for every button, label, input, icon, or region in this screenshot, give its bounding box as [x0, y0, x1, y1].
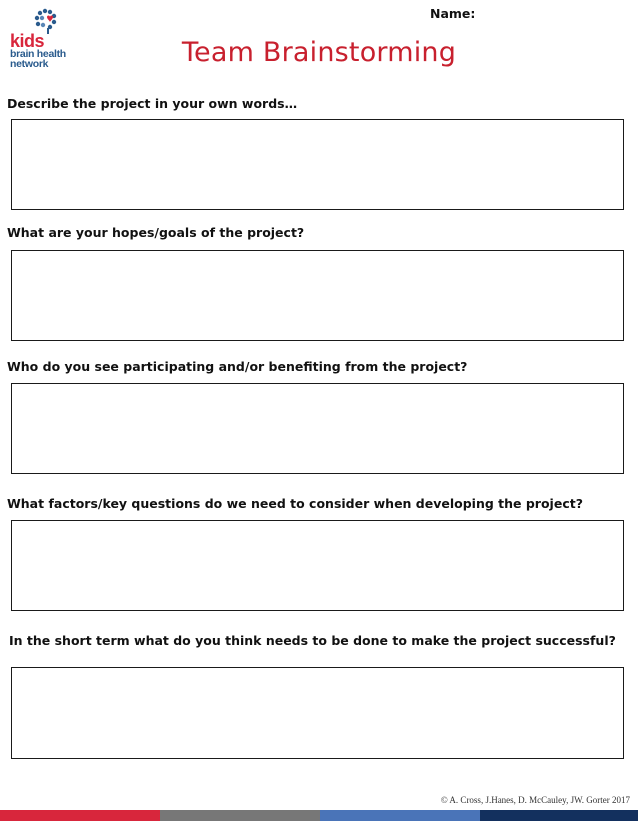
footer-bar-segment-gray	[160, 810, 320, 821]
logo-line-network: network	[10, 58, 49, 70]
question-short-term: In the short term what do you think needs to be done to make the project successful?	[9, 633, 616, 648]
footer-bar-segment-blue	[320, 810, 480, 821]
answer-box-participants[interactable]	[11, 383, 624, 474]
question-key-factors: What factors/key questions do we need to consider when developing the project?	[7, 496, 583, 511]
question-participants: Who do you see participating and/or benefiting from the project?	[7, 359, 468, 374]
page-title: Team Brainstorming	[181, 37, 457, 68]
logo-line-brain-health: brain health	[10, 48, 66, 60]
answer-box-key-factors[interactable]	[11, 520, 624, 611]
name-label: Name:	[430, 6, 476, 21]
answer-box-hopes-goals[interactable]	[11, 250, 624, 341]
question-describe-project: Describe the project in your own words…	[7, 96, 298, 111]
question-hopes-goals: What are your hopes/goals of the project?	[7, 225, 305, 240]
copyright-credit: © A. Cross, J.Hanes, D. McCauley, JW. Gorter 2017	[440, 795, 630, 805]
footer-bar-segment-red	[0, 810, 160, 821]
footer-bar-segment-navy	[480, 810, 638, 821]
logo-word-kids: kids	[10, 31, 45, 51]
footer-color-bar	[0, 810, 638, 821]
answer-box-describe-project[interactable]	[11, 119, 624, 210]
answer-box-short-term[interactable]	[11, 667, 624, 759]
